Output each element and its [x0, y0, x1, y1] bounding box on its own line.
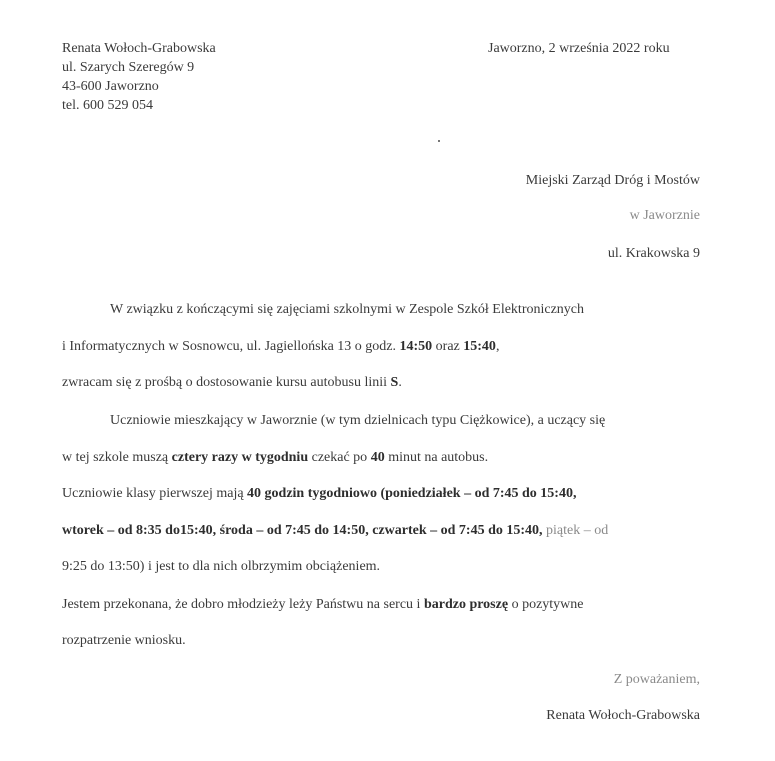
p2-text-c: czekać po: [308, 450, 371, 465]
paragraph4-line1: [62, 596, 584, 614]
date-place: Jaworzno, 2 września 2022 roku: [488, 41, 670, 56]
p1-text-e: ,: [495, 339, 500, 354]
p4-text-c: o pozytywne: [508, 597, 584, 612]
sender-phone: tel. 600 529 054: [62, 98, 153, 113]
closing: Z poważaniem,: [613, 672, 700, 687]
p1-l3-text-a: zwracam się z prośbą o dostosowanie kursu autobusu linii: [62, 375, 391, 390]
p3-schedule-2: wtorek – od 8:35 do15:40, środa – od 7:45 do 14:50, czwartek – od 7:45 do 15:40,: [62, 523, 543, 538]
p2-text-e: minut na autobus.: [384, 450, 489, 465]
p1-bus-line: S: [390, 375, 399, 390]
p3-text-a: Uczniowie klasy pierwszej mają: [62, 486, 248, 501]
paragraph3-line2: [62, 522, 608, 540]
recipient-street: ul. Krakowska 9: [607, 246, 700, 261]
p1-text-c: oraz: [432, 339, 464, 354]
signature: Renata Wołoch-Grabowska: [546, 708, 700, 723]
p3-friday: piątek – od: [542, 523, 609, 538]
paragraph4-line2: rozpatrzenie wniosku.: [62, 633, 186, 648]
paragraph1-line3: [62, 374, 402, 392]
p2-frequency: cztery razy w tygodniu: [171, 450, 309, 465]
paragraph3-line1: [62, 485, 576, 503]
p3-schedule-1: 40 godzin tygodniowo (poniedziałek – od 7:45 do 15:40,: [247, 486, 577, 501]
paragraph1-line1: W związku z kończącymi się zajęciami szkolnymi w Zespole Szkół Elektronicznych: [110, 302, 585, 317]
paragraph2-line2: [62, 449, 488, 467]
stray-dot: [438, 140, 440, 142]
p1-text-a: i Informatycznych w Sosnowcu, ul. Jagiellońska 13 o godz.: [62, 339, 400, 354]
sender-name: Renata Wołoch-Grabowska: [62, 41, 216, 56]
p1-time-1450: 14:50: [399, 339, 433, 354]
p4-request: bardzo proszę: [423, 597, 509, 612]
p2-text-a: w tej szkole muszą: [62, 450, 172, 465]
recipient-name: Miejski Zarząd Dróg i Mostów: [525, 173, 700, 188]
p1-l3-text-c: .: [398, 375, 402, 390]
sender-street: ul. Szarych Szeregów 9: [62, 60, 195, 75]
p2-minutes: 40: [370, 450, 385, 465]
paragraph3-line3: 9:25 do 13:50) i jest to dla nich olbrzymim obciążeniem.: [62, 559, 381, 574]
sender-city: 43-600 Jaworzno: [62, 79, 159, 94]
paragraph2-line1: Uczniowie mieszkający w Jaworznie (w tym dzielnicach typu Ciężkowice), a uczący się: [110, 413, 606, 428]
p1-time-1540: 15:40: [463, 339, 496, 354]
paragraph1-line2: [62, 338, 499, 356]
recipient-city: w Jaworznie: [629, 208, 700, 223]
p4-text-a: Jestem przekonana, że dobro młodzieży leży Państwu na sercu i: [62, 597, 424, 612]
